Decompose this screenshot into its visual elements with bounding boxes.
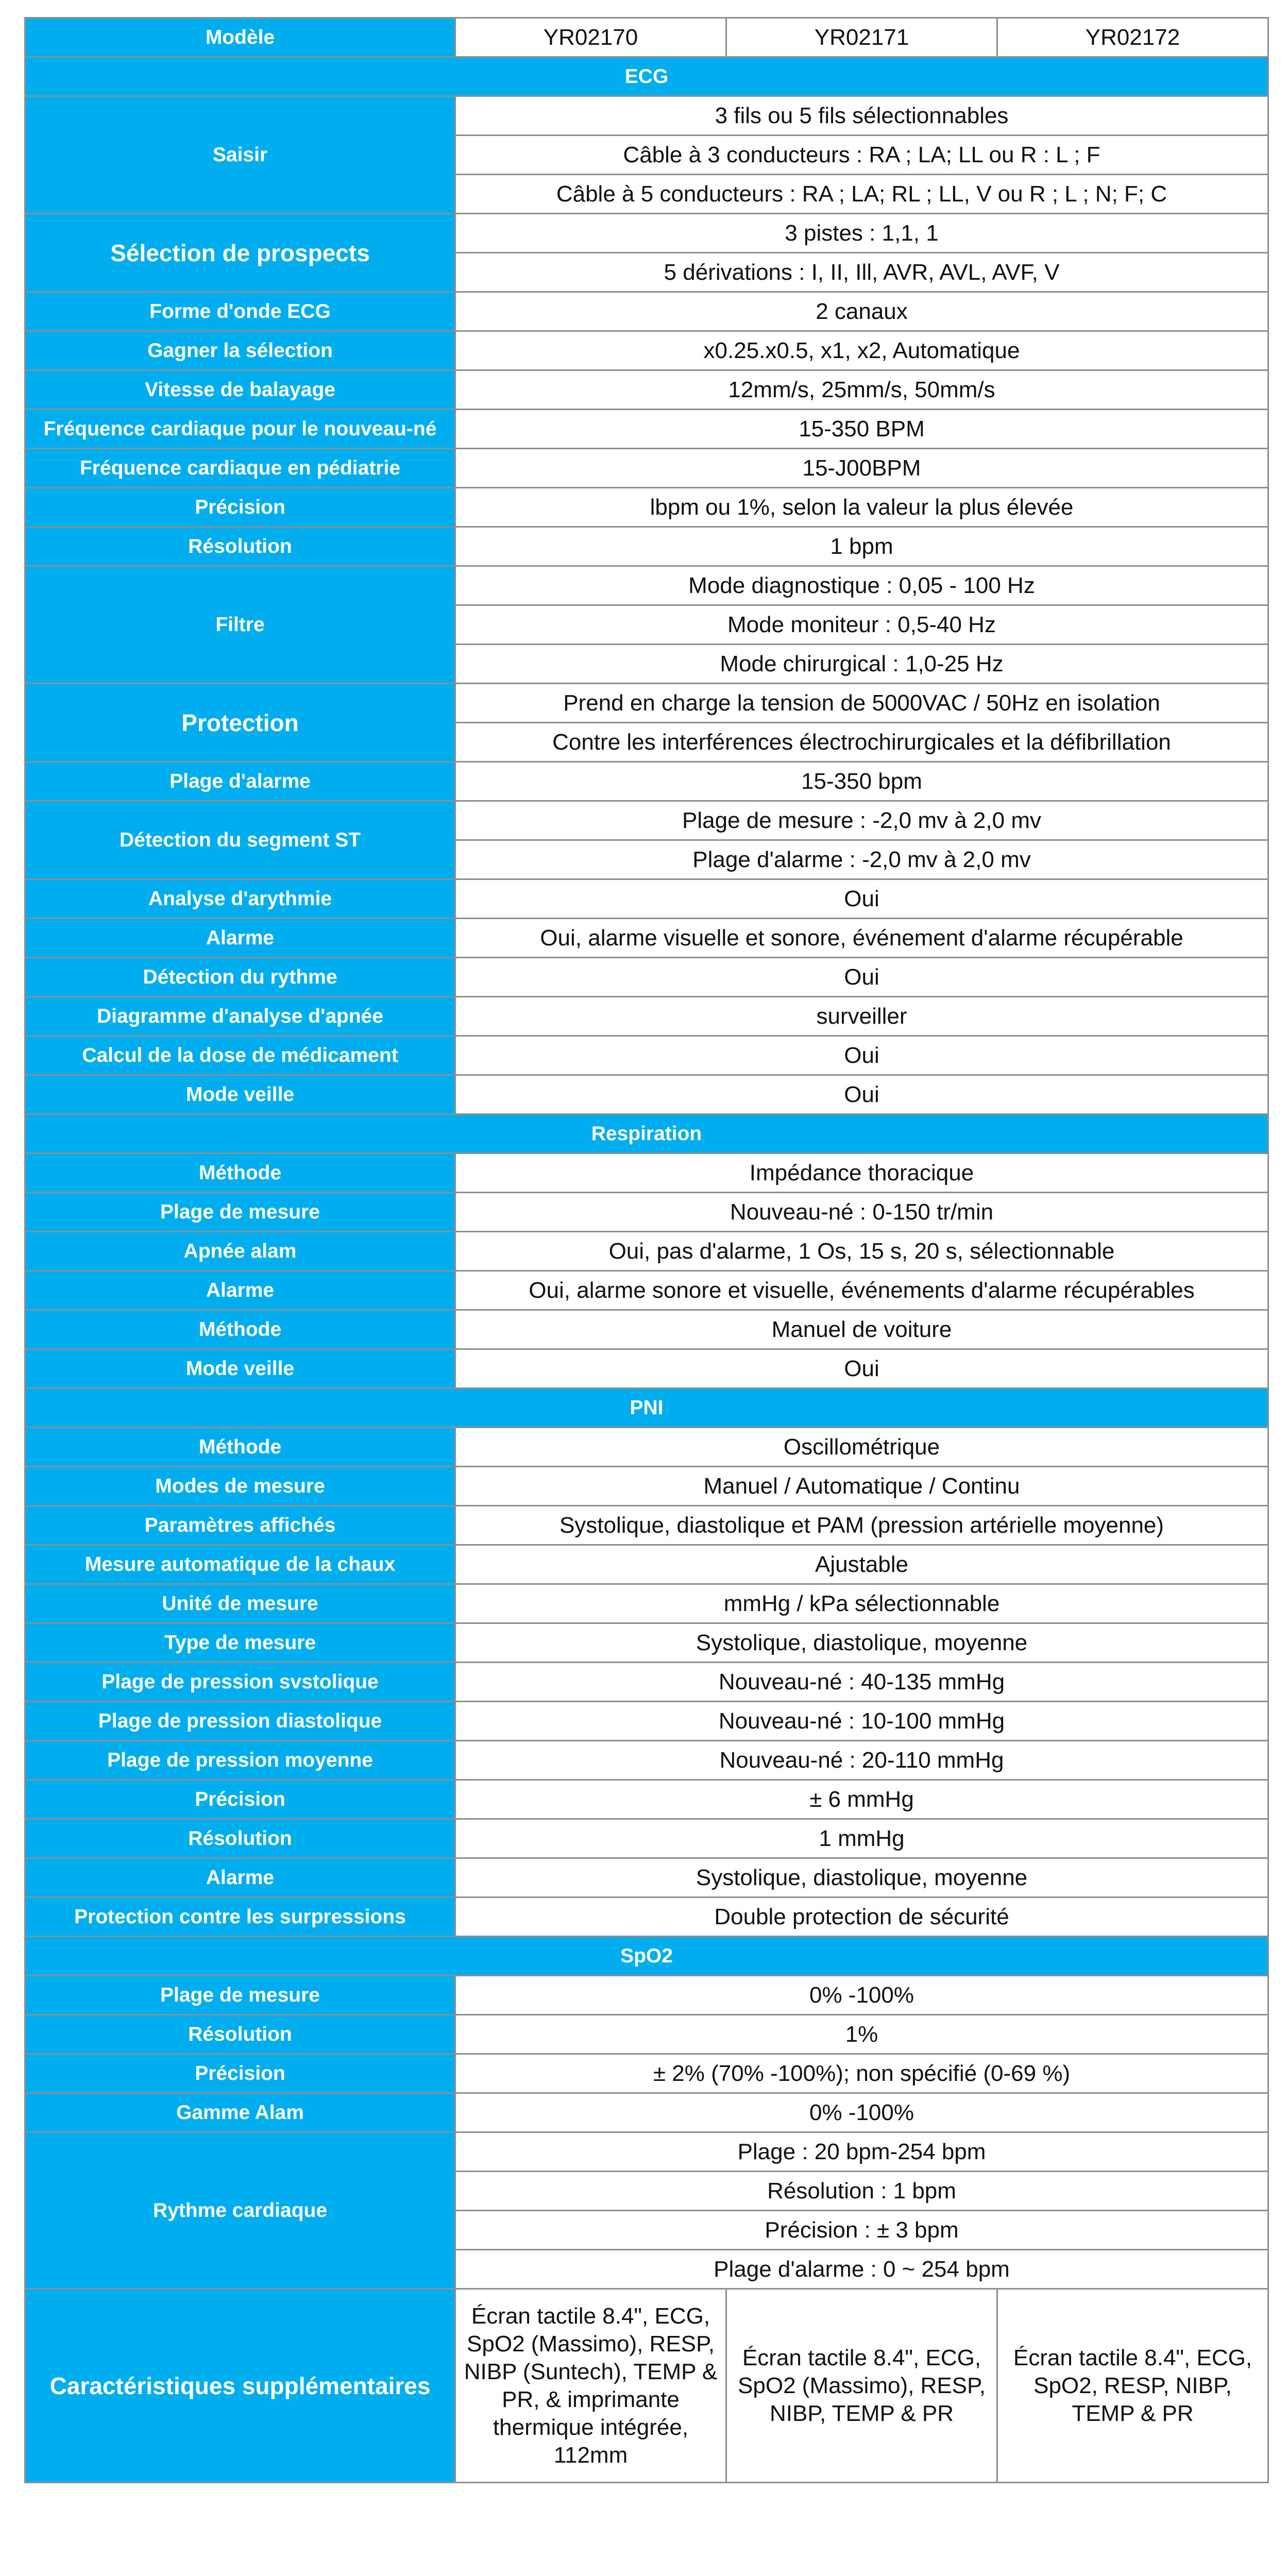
spec-label: Alarme	[25, 1271, 455, 1310]
spec-row	[25, 958, 1268, 997]
spec-value: 1 mmHg	[455, 1819, 1268, 1858]
spec-label: Unité de mesure	[25, 1584, 455, 1623]
spec-label: Plage de mesure	[25, 1976, 455, 2015]
spec-label: Modes de mesure	[25, 1467, 455, 1506]
spec-row	[25, 292, 1268, 331]
spec-label: Protection	[25, 684, 455, 762]
spec-value: 5 dérivations : I, II, Ill, AVR, AVL, AVF, V	[455, 253, 1268, 292]
spec-value: Oui, alarme sonore et visuelle, événements d'alarme récupérables	[455, 1271, 1268, 1310]
spec-value: ± 6 mmHg	[455, 1780, 1268, 1819]
spec-row	[25, 1663, 1268, 1702]
spec-label: Précision	[25, 2054, 455, 2093]
spec-value: surveiller	[455, 997, 1268, 1036]
spec-row	[25, 488, 1268, 527]
spec-row	[25, 1897, 1268, 1937]
spec-label: Vitesse de balayage	[25, 370, 455, 410]
spec-value: Impédance thoracique	[455, 1154, 1268, 1193]
spec-value: Mode moniteur : 0,5-40 Hz	[455, 605, 1268, 645]
spec-row	[25, 919, 1268, 958]
spec-value: Oui	[455, 1349, 1268, 1388]
spec-value: Contre les interférences électrochirurgicales et la défibrillation	[455, 723, 1268, 762]
spec-row	[25, 331, 1268, 370]
spec-value: Nouveau-né : 0-150 tr/min	[455, 1193, 1268, 1232]
spec-label: Alarme	[25, 919, 455, 958]
spec-label: Diagramme d'analyse d'apnée	[25, 997, 455, 1036]
extra-features-value: Écran tactile 8.4", ECG, SpO2 (Massimo), RESP, NIBP (Suntech), TEMP & PR, & imprimante thermique intégrée, 112mm	[455, 2289, 726, 2483]
spec-value: Plage : 20 bpm-254 bpm	[455, 2132, 1268, 2172]
spec-row	[25, 1154, 1268, 1193]
spec-row	[25, 1545, 1268, 1584]
spec-label: Résolution	[25, 527, 455, 566]
spec-value: Prend en charge la tension de 5000VAC / 50Hz en isolation	[455, 684, 1268, 723]
spec-value: 0% -100%	[455, 1976, 1268, 2015]
model-yr02171: YR02171	[726, 18, 997, 57]
spec-value: 15-J00BPM	[455, 449, 1268, 488]
spec-label: Paramètres affichés	[25, 1506, 455, 1545]
section-header-row	[25, 57, 1268, 96]
spec-value: Oui, pas d'alarme, 1 Os, 15 s, 20 s, sélectionnable	[455, 1232, 1268, 1271]
spec-row	[25, 1584, 1268, 1623]
spec-label: Gamme Alam	[25, 2093, 455, 2132]
extra-features-row	[25, 2289, 1268, 2483]
spec-label: Rythme cardiaque	[25, 2132, 455, 2289]
spec-value: x0.25.x0.5, x1, x2, Automatique	[455, 331, 1268, 370]
section-header-row	[25, 1388, 1268, 1428]
spec-value: 3 fils ou 5 fils sélectionnables	[455, 96, 1268, 135]
spec-label: Plage de pression moyenne	[25, 1741, 455, 1780]
spec-value: Plage de mesure : -2,0 mv à 2,0 mv	[455, 801, 1268, 840]
spec-label: Détection du segment ST	[25, 801, 455, 879]
section-title: Respiration	[25, 1114, 1268, 1154]
spec-row	[25, 1349, 1268, 1388]
spec-table-body	[25, 18, 1268, 2483]
spec-row	[25, 1741, 1268, 1780]
spec-value: Oui	[455, 879, 1268, 919]
spec-value: Oscillométrique	[455, 1428, 1268, 1467]
spec-value: Précision : ± 3 bpm	[455, 2211, 1268, 2250]
extra-features-value: Écran tactile 8.4", ECG, SpO2, RESP, NIBP, TEMP & PR	[997, 2289, 1268, 2483]
spec-value: Systolique, diastolique et PAM (pression artérielle moyenne)	[455, 1506, 1268, 1545]
spec-value: Oui	[455, 958, 1268, 997]
spec-value: 0% -100%	[455, 2093, 1268, 2132]
spec-value: Mode chirurgical : 1,0-25 Hz	[455, 645, 1268, 684]
spec-value: Oui	[455, 1075, 1268, 1114]
spec-label: Alarme	[25, 1858, 455, 1897]
spec-row	[25, 1702, 1268, 1741]
spec-value: 1%	[455, 2015, 1268, 2054]
spec-row	[25, 1858, 1268, 1897]
spec-value: Nouveau-né : 10-100 mmHg	[455, 1702, 1268, 1741]
section-header-row	[25, 1937, 1268, 1976]
spec-value: 15-350 BPM	[455, 410, 1268, 449]
spec-value: 1 bpm	[455, 527, 1268, 566]
spec-label: Mesure automatique de la chaux	[25, 1545, 455, 1584]
spec-label: Plage de mesure	[25, 1193, 455, 1232]
spec-label: Filtre	[25, 566, 455, 684]
spec-value: ± 2% (70% -100%); non spécifié (0-69 %)	[455, 2054, 1268, 2093]
section-title: ECG	[25, 57, 1268, 96]
spec-row	[25, 96, 1268, 135]
spec-value: Câble à 3 conducteurs : RA ; LA; LL ou R : L ; F	[455, 135, 1268, 175]
spec-value: Oui	[455, 1036, 1268, 1075]
spec-label: Fréquence cardiaque pour le nouveau-né	[25, 410, 455, 449]
model-header-row	[25, 18, 1268, 57]
spec-label: Plage d'alarme	[25, 762, 455, 801]
spec-value: 3 pistes : 1,1, 1	[455, 214, 1268, 253]
spec-label: Plage de pression diastolique	[25, 1702, 455, 1741]
spec-row	[25, 997, 1268, 1036]
spec-label: Forme d'onde ECG	[25, 292, 455, 331]
spec-row	[25, 1310, 1268, 1349]
spec-row	[25, 1623, 1268, 1663]
spec-row	[25, 1036, 1268, 1075]
spec-label: Résolution	[25, 1819, 455, 1858]
spec-row	[25, 684, 1268, 723]
spec-value: 12mm/s, 25mm/s, 50mm/s	[455, 370, 1268, 410]
spec-row	[25, 1467, 1268, 1506]
spec-row	[25, 2054, 1268, 2093]
spec-row	[25, 1819, 1268, 1858]
spec-row	[25, 370, 1268, 410]
spec-value: 15-350 bpm	[455, 762, 1268, 801]
spec-label: Méthode	[25, 1154, 455, 1193]
spec-value: Nouveau-né : 40-135 mmHg	[455, 1663, 1268, 1702]
spec-row	[25, 1506, 1268, 1545]
spec-value: Oui, alarme visuelle et sonore, événement d'alarme récupérable	[455, 919, 1268, 958]
section-title: SpO2	[25, 1937, 1268, 1976]
spec-value: Ajustable	[455, 1545, 1268, 1584]
spec-label: Apnée alam	[25, 1232, 455, 1271]
extra-features-value: Écran tactile 8.4", ECG, SpO2 (Massimo), RESP, NIBP, TEMP & PR	[726, 2289, 997, 2483]
spec-row	[25, 566, 1268, 605]
spec-row	[25, 2015, 1268, 2054]
spec-row	[25, 2132, 1268, 2172]
spec-row	[25, 1780, 1268, 1819]
spec-row	[25, 801, 1268, 840]
spec-row	[25, 1271, 1268, 1310]
spec-row	[25, 762, 1268, 801]
spec-row	[25, 214, 1268, 253]
spec-label: Gagner la sélection	[25, 331, 455, 370]
spec-value: mmHg / kPa sélectionnable	[455, 1584, 1268, 1623]
section-header-row	[25, 1114, 1268, 1154]
spec-label: Mode veille	[25, 1349, 455, 1388]
spec-row	[25, 1193, 1268, 1232]
spec-label: Sélection de prospects	[25, 214, 455, 292]
model-yr02172: YR02172	[997, 18, 1268, 57]
spec-row	[25, 1232, 1268, 1271]
spec-value: Systolique, diastolique, moyenne	[455, 1623, 1268, 1663]
spec-label: Protection contre les surpressions	[25, 1897, 455, 1937]
spec-label: Précision	[25, 488, 455, 527]
spec-label: Analyse d'arythmie	[25, 879, 455, 919]
spec-label: Précision	[25, 1780, 455, 1819]
spec-value: lbpm ou 1%, selon la valeur la plus élevée	[455, 488, 1268, 527]
model-yr02170: YR02170	[455, 18, 726, 57]
spec-row	[25, 449, 1268, 488]
section-title: PNI	[25, 1388, 1268, 1428]
spec-value: Plage d'alarme : 0 ~ 254 bpm	[455, 2250, 1268, 2289]
spec-label: Plage de pression svstolique	[25, 1663, 455, 1702]
spec-row	[25, 410, 1268, 449]
spec-label: Saisir	[25, 96, 455, 214]
spec-label: Mode veille	[25, 1075, 455, 1114]
spec-row	[25, 1075, 1268, 1114]
extra-features-label: Caractéristiques supplémentaires	[25, 2289, 455, 2483]
spec-value: Résolution : 1 bpm	[455, 2172, 1268, 2211]
spec-label: Méthode	[25, 1310, 455, 1349]
spec-row	[25, 1428, 1268, 1467]
spec-value: Câble à 5 conducteurs : RA ; LA; RL ; LL, V ou R ; L ; N; F; C	[455, 175, 1268, 214]
model-label: Modèle	[25, 18, 455, 57]
spec-value: Double protection de sécurité	[455, 1897, 1268, 1937]
spec-row	[25, 527, 1268, 566]
spec-row	[25, 879, 1268, 919]
spec-label: Calcul de la dose de médicament	[25, 1036, 455, 1075]
spec-value: Manuel de voiture	[455, 1310, 1268, 1349]
spec-label: Fréquence cardiaque en pédiatrie	[25, 449, 455, 488]
spec-value: Plage d'alarme : -2,0 mv à 2,0 mv	[455, 840, 1268, 879]
spec-value: 2 canaux	[455, 292, 1268, 331]
spec-value: Mode diagnostique : 0,05 - 100 Hz	[455, 566, 1268, 605]
spec-label: Résolution	[25, 2015, 455, 2054]
spec-value: Manuel / Automatique / Continu	[455, 1467, 1268, 1506]
spec-value: Nouveau-né : 20-110 mmHg	[455, 1741, 1268, 1780]
spec-label: Type de mesure	[25, 1623, 455, 1663]
spec-row	[25, 2093, 1268, 2132]
spec-value: Systolique, diastolique, moyenne	[455, 1858, 1268, 1897]
spec-row	[25, 1976, 1268, 2015]
spec-label: Détection du rythme	[25, 958, 455, 997]
spec-label: Méthode	[25, 1428, 455, 1467]
spec-table	[24, 17, 1269, 2483]
